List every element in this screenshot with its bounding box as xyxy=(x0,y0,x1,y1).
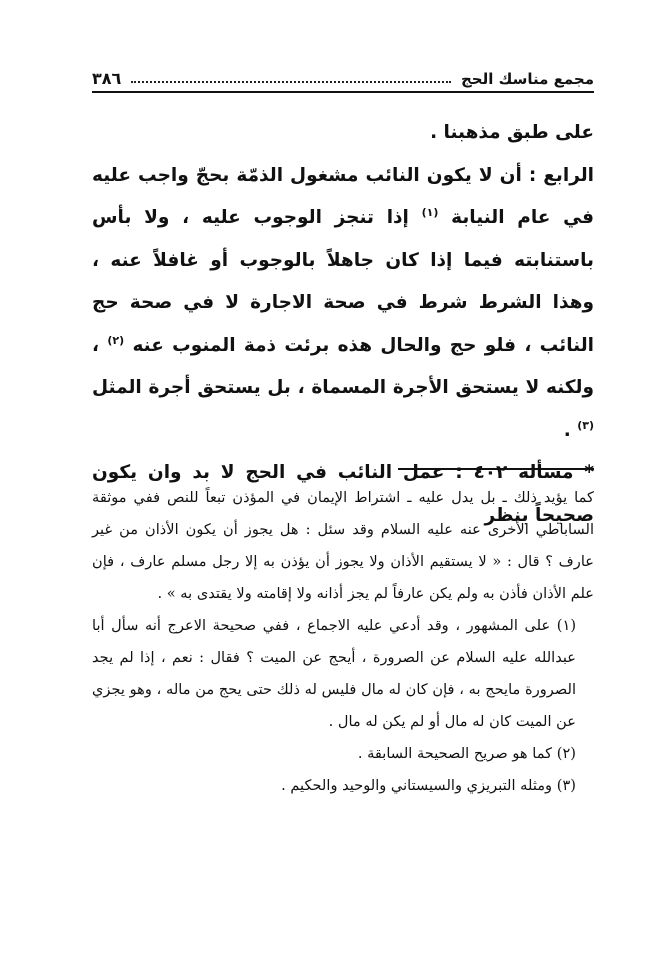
footnote-1-text: على المشهور ، وقد أدعي عليه الاجماع ، ففي صحيحة الاعرج أنه سأل أبا عبدالله عليه السلام عن الصرورة ، أيحج عن الميت ؟ فقال : نعم ، إذا لم يجد الصرورة مايحج به ، فإن كان له مال فليس له ذلك حتى يحج من ماله ، وهو يجزي عن الميت كان له مال أو لم يكن له مال . xyxy=(92,617,576,730)
header-rule xyxy=(92,91,594,93)
footnote-1-number: (١) xyxy=(556,617,577,634)
opening-line: على طبق مذهبنا . xyxy=(430,122,594,143)
footnote-ref-3[interactable]: (٣) xyxy=(577,418,594,432)
condition-text-b: إذا تنجز الوجوب عليه ، ولا بأس باستنابته فيما إذا كان جاهلاً بالوجوب أو غافلاً عنه ، وهذا الشرط شرط في صحة الاجارة لا في صحة حج النائب ، فلو حج والحال هذه برئت ذمة المنوب عنه xyxy=(92,207,594,356)
condition-text-a: أن لا يكون النائب مشغول الذمّة بحجّ واجب عليه في عام النيابة xyxy=(92,164,594,228)
footnote-3-text: ومثله التبريزي والسيستاني والوحيد والحكيم . xyxy=(281,777,553,794)
condition-paragraph xyxy=(92,155,594,453)
main-text xyxy=(92,112,594,537)
footnote-2 xyxy=(92,738,594,770)
footnote-3 xyxy=(92,770,594,802)
footnote-separator xyxy=(398,468,594,470)
footnote-2-number: (٢) xyxy=(556,745,576,762)
issue-text: عمل النائب في الحج لا بد وان يكون صحيحاً بنظر xyxy=(92,462,594,526)
footnotes xyxy=(92,482,594,802)
issue-number: * مسألة ٤٠٢ : xyxy=(455,462,594,483)
footnote-1 xyxy=(92,610,594,738)
running-header xyxy=(92,60,594,88)
footnote-3-number: (٣) xyxy=(556,777,576,794)
footnote-continuation: كما يؤيد ذلك ـ بل يدل عليه ـ اشتراط الإيمان في المؤذن تبعاً للنص ففي موثقة الساباطي الأخرى عنه عليه السلام وقد سئل : هل يجوز أن يكون الأذان من غير عارف ؟ قال : « لا يستقيم الأذان ولا يجوز أن يؤذن به إلا رجل مسلم عارف ، فإن علم الأذان فأذن به ولم يكن عارفاً لم يجز أذانه ولا إقامته ولا يقتدى به » . xyxy=(92,489,594,602)
page-number: ٣٨٦ xyxy=(92,69,122,88)
condition-label: الرابع : xyxy=(528,164,594,186)
footnote-2-text: كما هو صريح الصحيحة السابقة . xyxy=(357,745,553,762)
running-header-title: مجمع مناسك الحج xyxy=(460,70,594,88)
footnote-ref-2[interactable]: (٢) xyxy=(107,333,125,347)
condition-text-c: ، ولكنه لا يستحق الأجرة المسماة ، بل يستحق أجرة المثل xyxy=(92,334,594,398)
header-dot-leader xyxy=(131,81,451,83)
condition-text-d: . xyxy=(563,419,571,441)
footnote-ref-1[interactable]: (١) xyxy=(421,205,439,219)
